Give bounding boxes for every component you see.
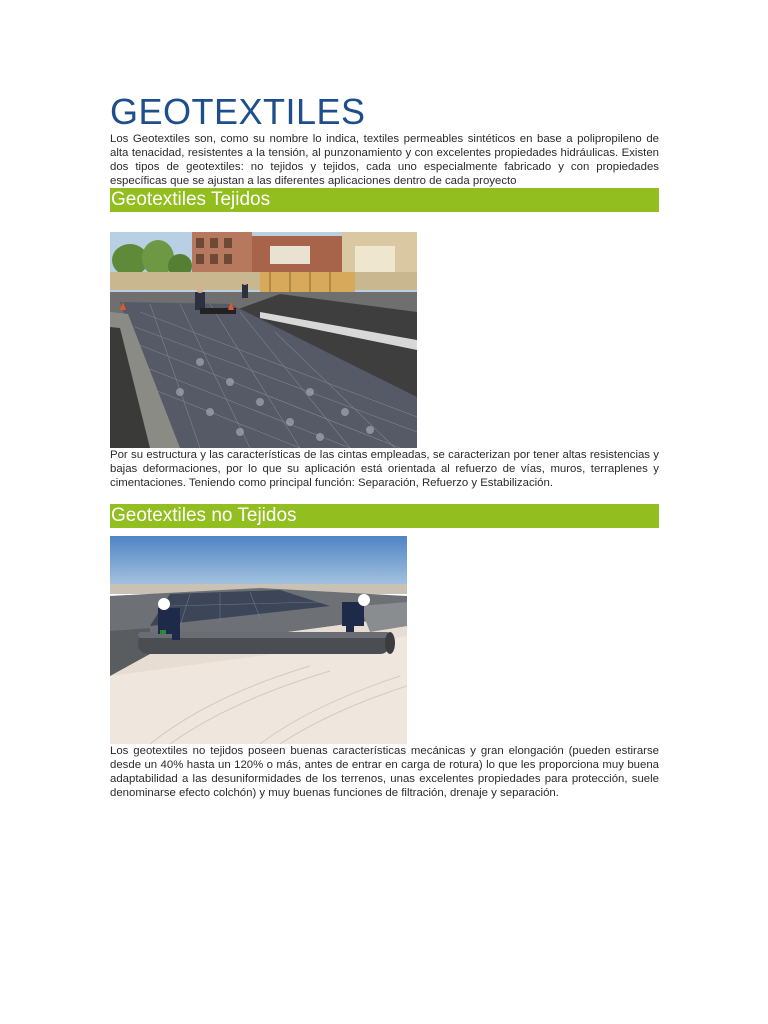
section-heading-woven: Geotextiles Tejidos	[110, 188, 659, 212]
nonwoven-description: Los geotextiles no tejidos poseen buenas características mecánicas y gran elongación (pueden estirarse desde un 40% hasta un 120% o más, antes de entrar en carga de rotura) lo que les proporciona muy buena adaptabilidad a las desuniformidades de los terrenos, unas excelentes propiedades para protección, suele denominarse efecto colchón) y muy buenas funciones de filtración, drenaje y separación.	[110, 745, 659, 799]
woven-description: Por su estructura y las características de las cintas empleadas, se caracterizan por tener altas resistencias y bajas deformaciones, por lo que su aplicación está orientada al refuerzo de vías, muros, terraplenes y cimentaciones. Teniendo como principal función: Separación, Refuerzo y Estabilización.	[110, 449, 659, 489]
intro-paragraph: Los Geotextiles son, como su nombre lo indica, textiles permeables sintéticos en base a polipropileno de alta tenacidad, resistentes a la tensión, al punzonamiento y con excelentes propiedades hidráulicas. Existen dos tipos de geotextiles: no tejidos y tejidos, cada uno especialmente fabricado y con propiedades específicas que se ajustan a las diferentes aplicaciones dentro de cada proyecto	[110, 133, 659, 187]
page-title: GEOTEXTILES	[110, 91, 366, 132]
woven-geotextile-photo	[110, 232, 417, 448]
document-page	[110, 92, 659, 800]
nonwoven-geotextile-photo	[110, 536, 407, 744]
section-heading-nonwoven: Geotextiles no Tejidos	[110, 504, 659, 528]
